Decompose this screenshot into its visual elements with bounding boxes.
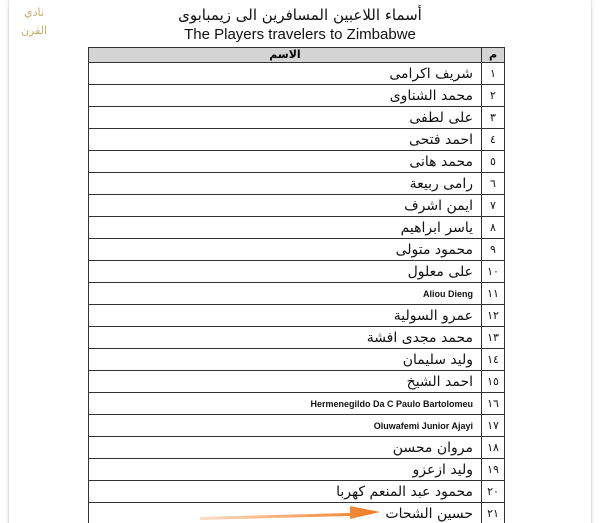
player-name: على معلول	[89, 261, 482, 283]
player-name: رامى ربيعة	[89, 173, 482, 195]
row-number: ٣	[482, 107, 505, 129]
players-table	[88, 47, 505, 523]
player-name: احمد الشيخ	[89, 371, 482, 393]
table-row	[89, 217, 505, 239]
player-name: وليد ازعزو	[89, 459, 482, 481]
player-name: احمد فتحى	[89, 129, 482, 151]
player-name: Hermenegildo Da C Paulo Bartolomeu	[89, 393, 482, 415]
table-row	[89, 349, 505, 371]
player-name: مروان محسن	[89, 437, 482, 459]
table-row	[89, 195, 505, 217]
row-number: ١٤	[482, 349, 505, 371]
row-number: ٩	[482, 239, 505, 261]
table-row	[89, 371, 505, 393]
title-english: The Players travelers to Zimbabwe	[184, 26, 416, 43]
table-row	[89, 305, 505, 327]
row-number: ٤	[482, 129, 505, 151]
player-name: ياسر ابراهيم	[89, 217, 482, 239]
player-name: Aliou Dieng	[89, 283, 482, 305]
player-name: وليد سليمان	[89, 349, 482, 371]
table-row	[89, 173, 505, 195]
table-row	[89, 393, 505, 415]
column-header-name: الاسم	[89, 48, 482, 63]
row-number: ١٥	[482, 371, 505, 393]
table-row	[89, 437, 505, 459]
row-number: ٥	[482, 151, 505, 173]
player-name: ايمن اشرف	[89, 195, 482, 217]
player-name: حسين الشحات	[89, 503, 482, 523]
table-row	[89, 327, 505, 349]
player-name: محمد الشناوى	[89, 85, 482, 107]
player-name: عمرو السولية	[89, 305, 482, 327]
table-row	[89, 107, 505, 129]
row-number: ١٩	[482, 459, 505, 481]
row-number: ٢	[482, 85, 505, 107]
table-row	[89, 481, 505, 503]
row-number: ١	[482, 63, 505, 85]
row-number: ١١	[482, 283, 505, 305]
table-row	[89, 459, 505, 481]
title-arabic: أسماء اللاعبين المسافرين الى زيمبابوى	[178, 6, 422, 24]
player-name: محمد مجدى افشة	[89, 327, 482, 349]
table-header-row	[89, 48, 505, 63]
row-number: ٦	[482, 173, 505, 195]
table-row	[89, 283, 505, 305]
player-name: محمد هانى	[89, 151, 482, 173]
table-row	[89, 261, 505, 283]
row-number: ١٠	[482, 261, 505, 283]
row-number: ٢٠	[482, 481, 505, 503]
row-number: ١٦	[482, 393, 505, 415]
player-name: شريف اكرامى	[89, 63, 482, 85]
row-number: ١٨	[482, 437, 505, 459]
table-row	[89, 129, 505, 151]
row-number: ١٢	[482, 305, 505, 327]
table-row	[89, 151, 505, 173]
table-row	[89, 415, 505, 437]
player-name: محمود عبد المنعم كهربا	[89, 481, 482, 503]
club-logo: نادي القرن	[20, 6, 48, 37]
table-row	[89, 63, 505, 85]
player-name: محمود متولى	[89, 239, 482, 261]
players-table-body	[89, 63, 505, 523]
row-number: ١٧	[482, 415, 505, 437]
table-row	[89, 503, 505, 523]
row-number: ١٣	[482, 327, 505, 349]
row-number: ٧	[482, 195, 505, 217]
row-number: ٨	[482, 217, 505, 239]
column-header-number: م	[482, 48, 505, 63]
row-number: ٢١	[482, 503, 505, 523]
player-name: Oluwafemi Junior Ajayi	[89, 415, 482, 437]
table-row	[89, 85, 505, 107]
table-row	[89, 239, 505, 261]
player-name: على لطفى	[89, 107, 482, 129]
